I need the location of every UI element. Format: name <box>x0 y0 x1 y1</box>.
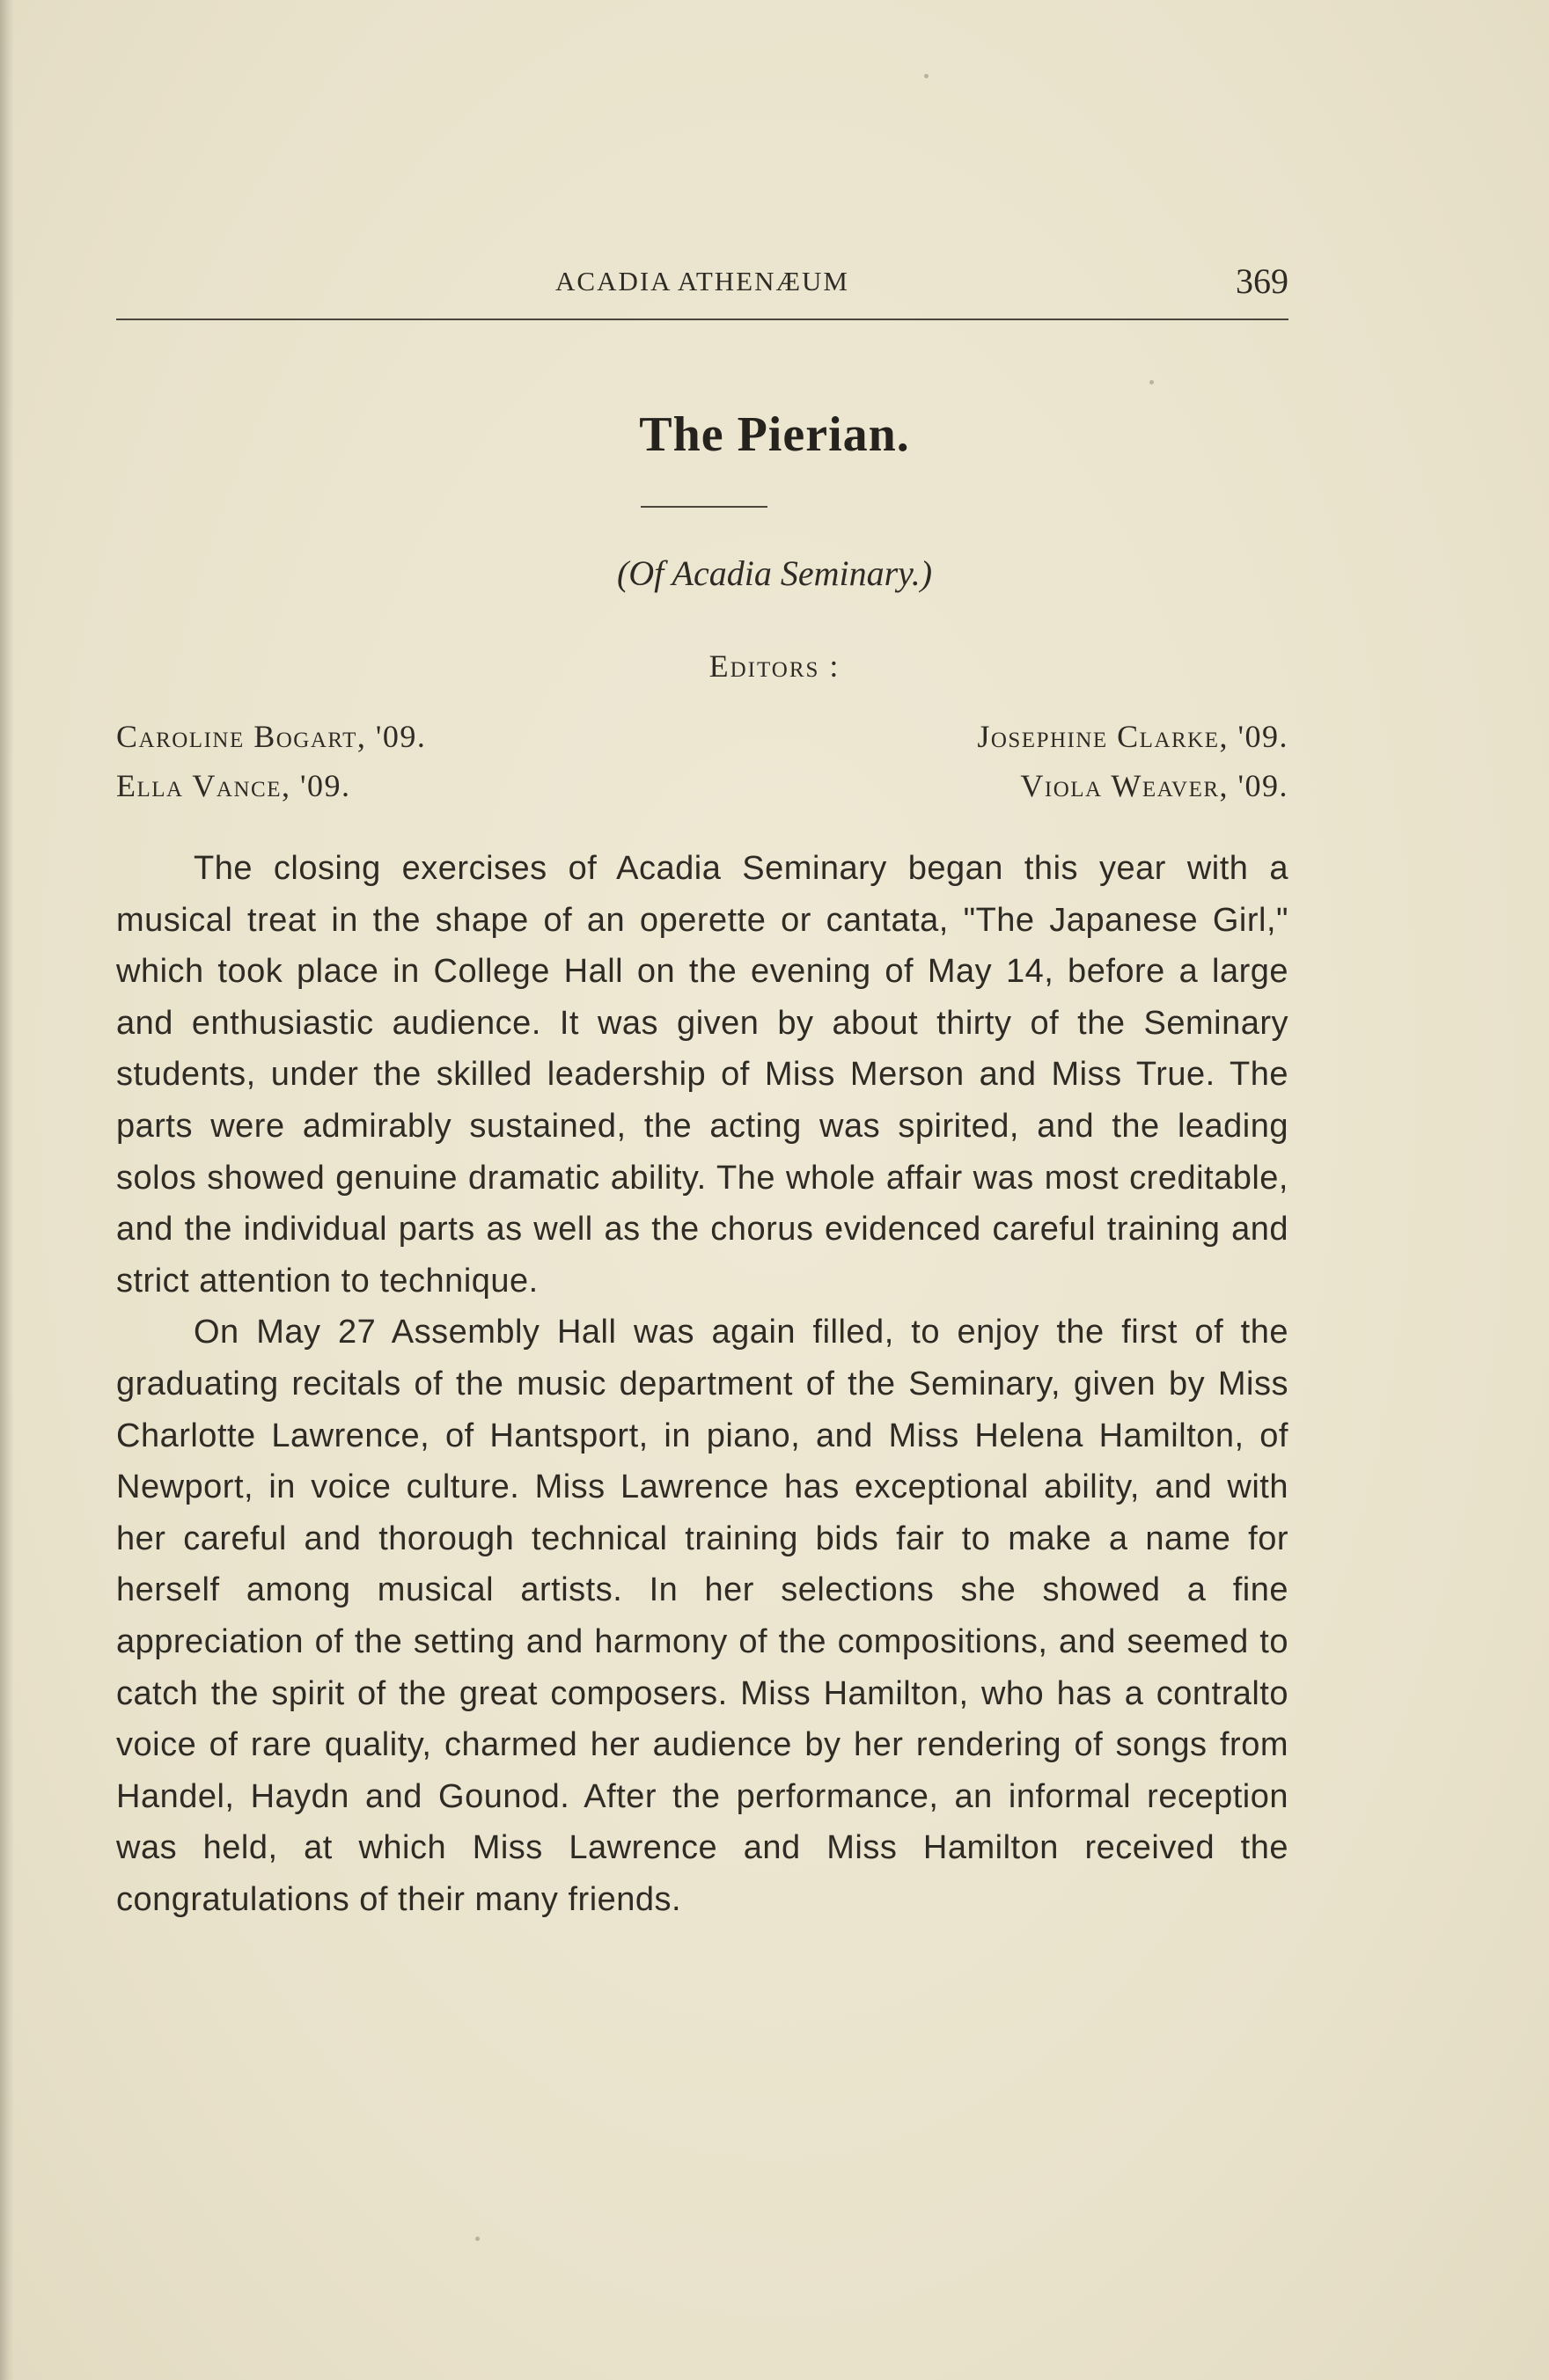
editor-name: Josephine Clarke, '09. <box>977 719 1288 754</box>
editor-name: Caroline Bogart, '09. <box>116 719 427 754</box>
editors-label: Editors : <box>708 648 841 684</box>
section-title: The Pierian. <box>639 407 910 462</box>
editor-name: Viola Weaver, '09. <box>1020 768 1288 803</box>
page-number: 369 <box>1236 261 1288 301</box>
paper-speck <box>924 74 929 78</box>
article-body <box>116 843 1288 1925</box>
page-binding-edge <box>0 0 14 2380</box>
paragraph: The closing exercises of Acadia Seminary began this year with a musical treat in the shape of an operette or cantata, "The Japanese Girl," which took place in College Hall on the evening of May 14, before a large and enthusiastic audience. It was given by about thirty of the Seminary students, under the skilled leadership of Miss Merson and Miss True. The parts were admirably sustained, the acting was spirited, and the leading solos showed genuine dramatic ability. The whole affair was most creditable, and the individual parts as well as the chorus evidenced careful training and strict attention to technique. <box>116 850 1288 1300</box>
header-rule <box>116 319 1288 320</box>
journal-title: ACADIA ATHENÆUM <box>555 266 849 297</box>
paragraph: On May 27 Assembly Hall was again filled, to enjoy the first of the graduating recitals of the music department of the Seminary, given by Miss Charlotte Lawrence, of Hantsport, in piano, and Miss Helena Hamilton, of Newport, in voice culture. Miss Lawrence has exceptional ability, and with her careful and thorough technical training bids fair to make a name for herself among musical artists. In her selections she showed a fine appreciation of the setting and harmony of the compositions, and seemed to catch the spirit of the great composers. Miss Hamilton, who has a contralto voice of rare quality, charmed her audience by her rendering of songs from Handel, Haydn and Gounod. After the performance, an informal reception was held, at which Miss Lawrence and Miss Hamilton received the congratulations of their many friends. <box>116 1314 1288 1918</box>
paper-speck <box>1149 380 1154 384</box>
section-subtitle: (Of Acadia Seminary.) <box>616 553 933 593</box>
running-head <box>116 260 1288 322</box>
title-rule <box>641 506 767 508</box>
editor-name: Ella Vance, '09. <box>116 768 351 803</box>
paper-speck <box>475 2237 480 2241</box>
